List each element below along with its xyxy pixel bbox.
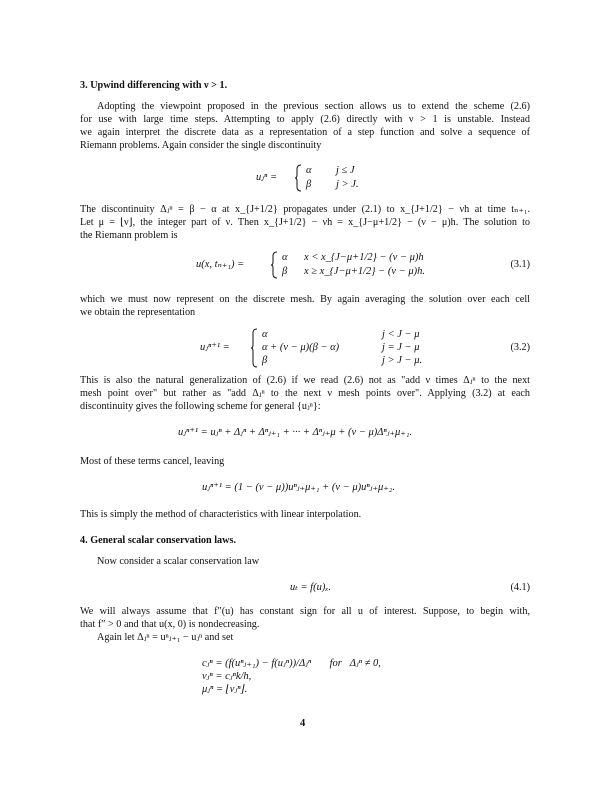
section-4-heading: 4. General scalar conservation laws.	[80, 535, 237, 546]
paragraph-line: Again let Δⱼⁿ = uⁿⱼ₊₁ − uⱼⁿ and set	[97, 632, 234, 643]
equation-4-1: uₜ = f(u)ₓ.	[290, 582, 331, 593]
paragraph-line: that f″ > 0 and that u(x, 0) is nondecreasing.	[80, 619, 260, 630]
equation-label: (3.2)	[510, 342, 530, 353]
brace	[250, 328, 258, 368]
paragraph-line: We will always assume that f″(u) has constant sign for all u of interest. Suppose, to begin with,	[80, 606, 530, 617]
equation-floor: μⱼⁿ = ⌊νⱼⁿ⌋.	[202, 684, 248, 695]
brace	[294, 164, 302, 192]
paragraph-line: which we must now represent on the discrete mesh. By again averaging the solution over each cell	[80, 294, 530, 305]
paragraph-line: for use with large time steps. Attempting to apply (2.6) directly with ν > 1 is unstable. Instead	[80, 114, 530, 125]
paragraph-line: Most of these terms cancel, leaving	[80, 456, 225, 467]
paragraph-line: Adopting the viewpoint proposed in the previous section allows us to extend the scheme (2.6)	[97, 101, 530, 112]
paragraph-line: Riemann problems. Again consider the single discontinuity	[80, 140, 322, 151]
paragraph-line: This is simply the method of characteristics with linear interpolation.	[80, 509, 362, 520]
paragraph-line: the Riemann problem is	[80, 230, 178, 241]
section-3-heading: 3. Upwind differencing with ν > 1.	[80, 80, 228, 91]
equation-label: (4.1)	[510, 582, 530, 593]
paragraph-line: The discontinuity Δⱼⁿ = β − α at x_{J+1/2} propagates under (2.1) to x_{J+1/2} − νh at time tₙ₊₁.	[80, 204, 530, 215]
paragraph-line: Let μ = ⌊ν⌋, the integer part of ν. Then x_{J+1/2} − νh = x_{J−μ+1/2} − (ν − μ)h. The solution to	[80, 217, 530, 228]
equation-courant: νⱼⁿ = cⱼⁿk/h,	[202, 671, 252, 682]
paragraph-line: we again interpret the discrete data as a representation of a step function and solve a sequence of	[80, 127, 530, 138]
equation-label: (3.1)	[510, 259, 530, 270]
page-number: 4	[300, 718, 306, 729]
paragraph-line: Now consider a scalar conservation law	[97, 556, 260, 567]
paragraph-line: mesh point over" but rather as "add Δⱼⁿ to the next ν mesh points over". Applying (3.2) at each	[80, 388, 530, 399]
equation-wave-speed: cⱼⁿ = (f(uⁿⱼ₊₁) − f(uⱼⁿ))/Δⱼⁿ for Δⱼⁿ ≠ 0,	[202, 658, 381, 669]
brace	[270, 251, 278, 279]
paragraph-line: we obtain the representation	[80, 307, 196, 318]
equation-interpolation: uⱼⁿ⁺¹ = (1 − (ν − μ))uⁿⱼ₊μ₊₁ + (ν − μ)uⁿⱼ₊μ₊₂.	[202, 482, 396, 493]
paragraph-line: discontinuity gives the following scheme for general {uⱼⁿ}:	[80, 401, 321, 412]
equation-scheme: uⱼⁿ⁺¹ = uⱼⁿ + Δⱼⁿ + Δⁿⱼ₊₁ + ··· + Δⁿⱼ₊μ + (ν − μ)Δⁿⱼ₊μ₊₁.	[178, 427, 413, 438]
paragraph-line: This is also the natural generalization of (2.6) if we read (2.6) not as "add ν times Δⱼⁿ to the next	[80, 375, 530, 386]
